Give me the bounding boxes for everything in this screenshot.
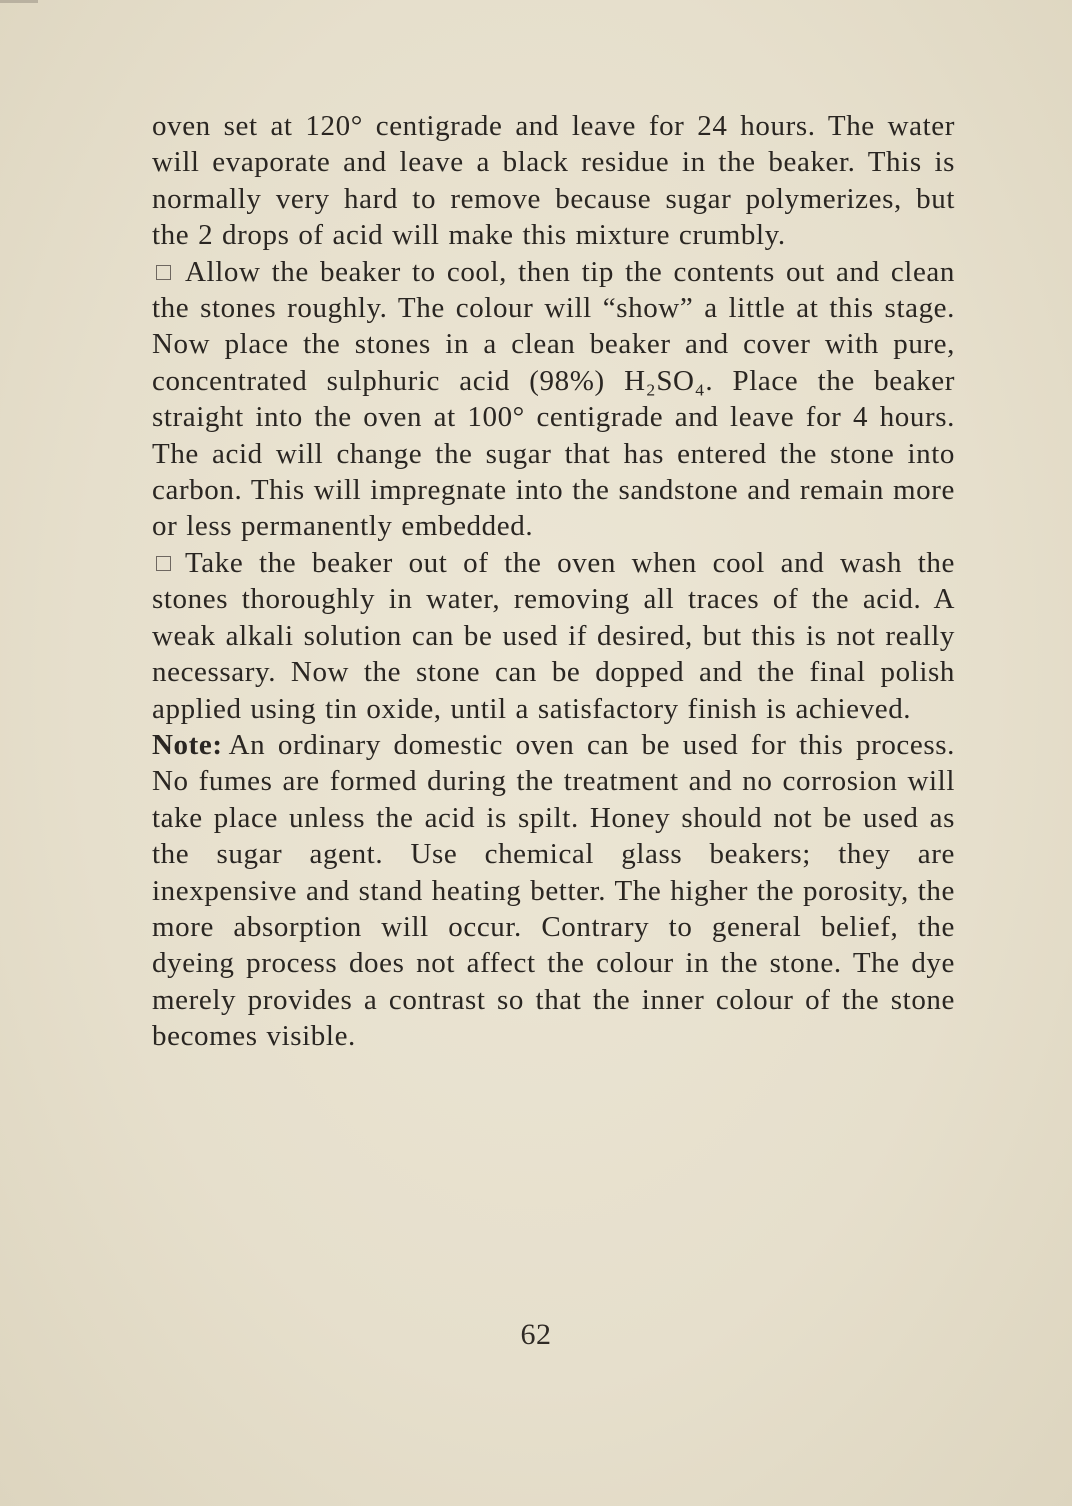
- paragraph-step-wash: [152, 545, 955, 727]
- page-number: 62: [520, 1318, 552, 1351]
- paragraph-text: Take the beaker out of the oven when cool and wash the stones thoroughly in water, removing all traces of the acid. A weak alkali solution can be used if desired, but this is not really necessary. Now the stone can be dopped and the final polish applied using tin oxide, until a satisfactory finish is achieved.: [152, 546, 955, 725]
- paragraph-text: oven set at 120° centigrade and leave for 24 hours. The water will evaporate and leave a black residue in the beaker. This is normally very hard to remove because sugar polymerizes, but the 2 drops of acid will make this mixture crumbly.: [152, 110, 955, 252]
- paragraph-step-cool: [152, 254, 955, 545]
- body-text: [152, 108, 955, 1055]
- checkbox-icon: [156, 265, 171, 280]
- paragraph-text: Allow the beaker to cool, then tip the contents out and clean the stones roughly. The colour will “show” a little at this stage. Now place the stones in a clean beaker and cover with pure, concentrated sulphuric acid (98%) H₂SO₄. Place the beaker straight into the oven at 100° centigrade and leave for 4 hours. The acid will change the sugar that has entered the stone into carbon. This will impregnate into the sandstone and remain more or less permanently embedded.: [152, 255, 955, 543]
- note-label: Note:: [152, 728, 223, 761]
- paragraph-continuation: [152, 108, 955, 254]
- note-paragraph: [152, 727, 955, 1055]
- note-text: An ordinary domestic oven can be used for this process. No fumes are formed during the treatment and no corrosion will take place unless the acid is spilt. Honey should not be used as the sugar agent. Use chemical glass beakers; they are inexpensive and stand heating better. The higher the porosity, the more absorption will occur. Contrary to general belief, the dyeing process does not affect the colour in the stone. The dye merely provides a contrast so that the inner colour of the stone becomes visible.: [152, 728, 955, 1053]
- checkbox-icon: [156, 556, 171, 571]
